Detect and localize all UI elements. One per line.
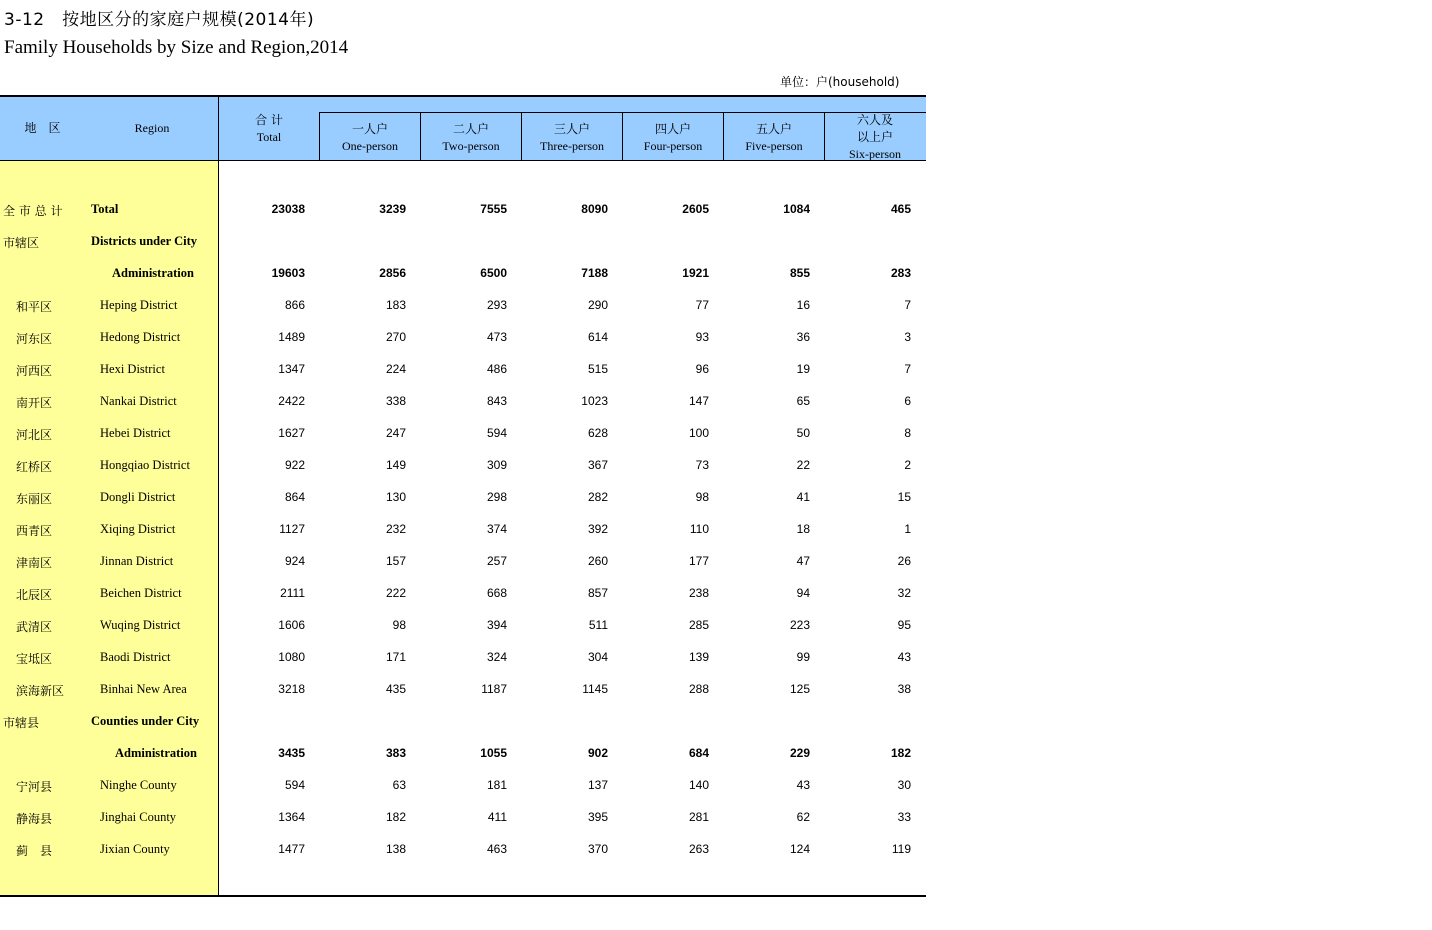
region-name-en: Hebei District: [100, 426, 171, 440]
cell-value: 19603: [271, 266, 305, 280]
cell-value: 149: [385, 458, 406, 472]
region-name-cn: 蓟 县: [16, 844, 53, 858]
region-name-en: Ninghe County: [100, 778, 177, 792]
table-row: [0, 801, 926, 833]
cell-value: 41: [796, 490, 810, 504]
cell-value: 100: [688, 426, 709, 440]
cell-value: 147: [688, 394, 709, 408]
cell-value: 1489: [278, 330, 305, 344]
header-size-cn: 四人户: [654, 122, 691, 136]
region-name-en: Hexi District: [100, 362, 165, 376]
cell-value: 866: [284, 298, 305, 312]
cell-value: 1347: [278, 362, 305, 376]
cell-value: 668: [486, 586, 507, 600]
cell-value: 465: [890, 202, 911, 216]
table-number-title: 3-12 按地区分的家庭户规模(2014年): [4, 10, 315, 30]
region-name-en: Total: [91, 202, 119, 216]
cell-value: 309: [486, 458, 507, 472]
region-name-cn: 河西区: [16, 364, 53, 378]
cell-value: 125: [789, 682, 810, 696]
cell-value: 223: [789, 618, 810, 632]
cell-value: 511: [588, 618, 608, 632]
cell-value: 110: [689, 522, 709, 536]
table-row: [0, 417, 926, 449]
cell-value: 73: [695, 458, 709, 472]
cell-value: 684: [688, 746, 709, 760]
cell-value: 38: [897, 682, 911, 696]
header-total: [219, 112, 319, 146]
cell-value: 257: [486, 554, 507, 568]
cell-value: 3435: [278, 746, 305, 760]
region-name-cn: 西青区: [16, 524, 53, 538]
cell-value: 374: [486, 522, 507, 536]
region-name-en: Hongqiao District: [100, 458, 190, 472]
cell-value: 171: [385, 650, 406, 664]
header-region-cn: 地 区: [24, 121, 61, 135]
table-row: [0, 289, 926, 321]
cell-value: 1145: [582, 682, 608, 696]
cell-value: 843: [486, 394, 507, 408]
cell-value: 263: [688, 842, 709, 856]
region-name-en: Districts under City: [91, 234, 198, 248]
cell-value: 864: [284, 490, 305, 504]
unit-label: 单位：户(household): [780, 75, 900, 89]
table-top-rule: [0, 95, 926, 97]
household-size-table: [0, 95, 926, 898]
table-bottom-rule: [0, 895, 926, 897]
region-name-cn: 红桥区: [16, 460, 53, 474]
cell-value: 1084: [783, 202, 810, 216]
cell-value: 229: [789, 746, 810, 760]
region-name-cn: 北辰区: [16, 588, 53, 602]
cell-value: 3239: [379, 202, 406, 216]
cell-value: 411: [487, 810, 507, 824]
cell-value: 43: [897, 650, 911, 664]
cell-value: 1627: [278, 426, 305, 440]
cell-value: 238: [688, 586, 709, 600]
cell-value: 177: [688, 554, 709, 568]
cell-value: 36: [796, 330, 810, 344]
table-title-english: Family Households by Size and Region,2014: [4, 37, 349, 58]
cell-value: 30: [897, 778, 911, 792]
cell-value: 232: [385, 522, 406, 536]
table-row: [0, 769, 926, 801]
cell-value: 282: [587, 490, 608, 504]
region-name-cn: 河北区: [16, 428, 53, 442]
cell-value: 463: [486, 842, 507, 856]
cell-value: 50: [796, 426, 810, 440]
table-header-rule: [0, 160, 926, 161]
table-row: [0, 833, 926, 865]
cell-value: 23038: [271, 202, 305, 216]
cell-value: 435: [385, 682, 406, 696]
region-name-en: Baodi District: [100, 650, 171, 664]
region-name-en: Beichen District: [100, 586, 182, 600]
cell-value: 288: [688, 682, 709, 696]
region-name-en: Xiqing District: [100, 522, 176, 536]
cell-value: 15: [897, 490, 911, 504]
cell-value: 283: [890, 266, 911, 280]
region-name-en: Counties under City: [91, 714, 200, 728]
header-size-en: Three-person: [540, 139, 604, 153]
table-row: [0, 641, 926, 673]
cell-value: 77: [695, 298, 709, 312]
cell-value: 324: [486, 650, 507, 664]
cell-value: 594: [486, 426, 507, 440]
cell-value: 338: [385, 394, 406, 408]
header-size-column: [320, 121, 420, 155]
cell-value: 181: [486, 778, 507, 792]
cell-value: 183: [385, 298, 406, 312]
header-size-cn: 五人户: [755, 122, 792, 136]
header-region-en: Region: [134, 121, 170, 135]
cell-value: 486: [486, 362, 507, 376]
cell-value: 1364: [278, 810, 305, 824]
cell-value: 628: [587, 426, 608, 440]
cell-value: 63: [392, 778, 406, 792]
cell-value: 857: [587, 586, 608, 600]
cell-value: 65: [796, 394, 810, 408]
region-name-cn: 武清区: [16, 620, 53, 634]
cell-value: 7188: [581, 266, 608, 280]
header-size-en: One-person: [342, 139, 398, 153]
cell-value: 94: [796, 586, 810, 600]
table-row: [0, 609, 926, 641]
region-name-en: Dongli District: [100, 490, 176, 504]
cell-value: 2: [904, 458, 911, 472]
table-row: [0, 385, 926, 417]
cell-value: 33: [897, 810, 911, 824]
cell-value: 16: [796, 298, 810, 312]
cell-value: 614: [587, 330, 608, 344]
cell-value: 3: [904, 330, 911, 344]
cell-value: 473: [486, 330, 507, 344]
cell-value: 224: [385, 362, 406, 376]
cell-value: 1606: [278, 618, 305, 632]
region-name-cn: 河东区: [16, 332, 53, 346]
region-name-cn: 静海县: [16, 812, 53, 826]
cell-value: 1921: [682, 266, 709, 280]
cell-value: 298: [486, 490, 507, 504]
cell-value: 2856: [379, 266, 406, 280]
cell-value: 924: [284, 554, 305, 568]
cell-value: 1080: [278, 650, 305, 664]
region-name-en: Hedong District: [100, 330, 181, 344]
cell-value: 1055: [480, 746, 507, 760]
region-name-en: Wuqing District: [100, 618, 181, 632]
table-row: [0, 705, 926, 737]
cell-value: 182: [385, 810, 406, 824]
cell-value: 515: [587, 362, 608, 376]
cell-value: 182: [890, 746, 911, 760]
cell-value: 392: [587, 522, 608, 536]
cell-value: 93: [695, 330, 709, 344]
cell-value: 19: [796, 362, 810, 376]
cell-value: 270: [385, 330, 406, 344]
cell-value: 139: [688, 650, 709, 664]
header-size-cn: 三人户: [553, 122, 590, 136]
cell-value: 2422: [278, 394, 305, 408]
cell-value: 1477: [278, 842, 305, 856]
header-size-column: [623, 121, 723, 155]
cell-value: 98: [392, 618, 406, 632]
header-size-cn: 六人及: [856, 113, 893, 127]
region-name-cn: 市辖区: [3, 236, 40, 250]
region-name-cn: 东丽区: [16, 492, 53, 506]
cell-value: 2111: [280, 586, 305, 600]
table-row: [0, 353, 926, 385]
cell-value: 8: [904, 426, 911, 440]
region-name-en: Jinnan District: [100, 554, 174, 568]
header-size-cn: 一人户: [351, 122, 388, 136]
table-row: [0, 577, 926, 609]
cell-value: 140: [688, 778, 709, 792]
header-size-column: [724, 121, 824, 155]
header-size-column: [825, 112, 925, 163]
region-name-en: Jixian County: [100, 842, 170, 856]
cell-value: 138: [385, 842, 406, 856]
region-name-cn: 和平区: [16, 300, 53, 314]
table-row: [0, 737, 926, 769]
cell-value: 395: [587, 810, 608, 824]
region-name-cn: 津南区: [16, 556, 53, 570]
table-row: [0, 321, 926, 353]
cell-value: 98: [695, 490, 709, 504]
cell-value: 922: [284, 458, 305, 472]
cell-value: 96: [695, 362, 709, 376]
header-size-en: Five-person: [745, 139, 803, 153]
cell-value: 855: [789, 266, 810, 280]
cell-value: 370: [587, 842, 608, 856]
cell-value: 222: [385, 586, 406, 600]
cell-value: 119: [891, 842, 911, 856]
cell-value: 1: [904, 522, 911, 536]
header-size-cn: 二人户: [452, 122, 489, 136]
region-name-en: Nankai District: [100, 394, 177, 408]
table-row: [0, 225, 926, 257]
cell-value: 281: [688, 810, 709, 824]
table-row: [0, 513, 926, 545]
table-row: [0, 449, 926, 481]
header-size-column: [522, 121, 622, 155]
header-size-cn: 以上户: [856, 130, 893, 144]
cell-value: 285: [688, 618, 709, 632]
cell-value: 260: [587, 554, 608, 568]
region-name-cn: 南开区: [16, 396, 53, 410]
cell-value: 99: [796, 650, 810, 664]
header-size-column: [421, 121, 521, 155]
region-name-cn: 宝坻区: [16, 652, 53, 666]
cell-value: 7555: [480, 202, 507, 216]
cell-value: 26: [897, 554, 911, 568]
region-name-en: Jinghai County: [100, 810, 177, 824]
cell-value: 293: [486, 298, 507, 312]
cell-value: 124: [789, 842, 810, 856]
cell-value: 8090: [581, 202, 608, 216]
cell-value: 290: [587, 298, 608, 312]
cell-value: 247: [385, 426, 406, 440]
header-size-en: Two-person: [442, 139, 500, 153]
cell-value: 6500: [480, 266, 507, 280]
cell-value: 367: [587, 458, 608, 472]
cell-value: 383: [385, 746, 406, 760]
header-total-en: Total: [256, 130, 282, 144]
region-name-cn: 市辖县: [3, 716, 40, 730]
table-row: [0, 481, 926, 513]
region-name-cn: 滨海新区: [16, 684, 65, 698]
header-size-en: Six-person: [849, 147, 901, 161]
cell-value: 18: [796, 522, 810, 536]
cell-value: 594: [284, 778, 305, 792]
header-size-en: Four-person: [643, 139, 703, 153]
cell-value: 7: [904, 362, 911, 376]
cell-value: 43: [796, 778, 810, 792]
cell-value: 157: [385, 554, 406, 568]
cell-value: 95: [897, 618, 911, 632]
table-row: [0, 193, 926, 225]
cell-value: 1187: [481, 682, 507, 696]
cell-value: 32: [897, 586, 911, 600]
cell-value: 394: [486, 618, 507, 632]
cell-value: 22: [796, 458, 810, 472]
cell-value: 1127: [279, 522, 305, 536]
cell-value: 62: [796, 810, 810, 824]
header-total-cn: 合 计: [255, 113, 283, 127]
cell-value: 47: [796, 554, 810, 568]
region-name-cn: 全 市 总 计: [3, 204, 63, 218]
cell-value: 902: [587, 746, 608, 760]
cell-value: 7: [904, 298, 911, 312]
cell-value: 6: [904, 394, 911, 408]
region-name-en: Heping District: [100, 298, 178, 312]
cell-value: 1023: [581, 394, 608, 408]
region-name-en: Binhai New Area: [100, 682, 187, 696]
table-row: [0, 545, 926, 577]
region-name-en: Administration: [115, 746, 197, 760]
region-name-cn: 宁河县: [16, 780, 53, 794]
cell-value: 304: [587, 650, 608, 664]
region-name-en: Administration: [112, 266, 194, 280]
cell-value: 2605: [682, 202, 709, 216]
cell-value: 130: [385, 490, 406, 504]
cell-value: 3218: [278, 682, 305, 696]
cell-value: 137: [587, 778, 608, 792]
table-row: [0, 257, 926, 289]
table-row: [0, 673, 926, 705]
